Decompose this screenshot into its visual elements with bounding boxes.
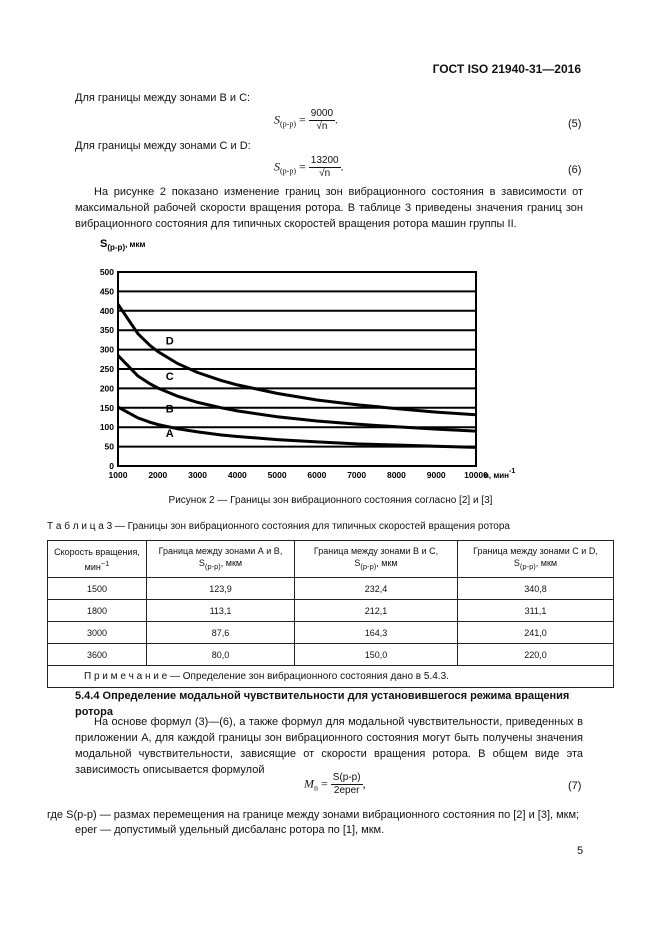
eq5-number: (5) <box>568 118 582 130</box>
eq7-tail: , <box>362 776 366 791</box>
table-caption-word: Т а б л и ц а <box>47 521 104 532</box>
y-tick-label: 300 <box>99 344 114 355</box>
x-tick-label: 2000 <box>148 470 168 480</box>
zone-label-A: A <box>165 428 174 441</box>
cell: 1500 <box>48 578 147 600</box>
cell: 232,4 <box>295 578 458 600</box>
eq7-number: (7) <box>568 780 582 792</box>
eq6-tail: . <box>340 159 344 174</box>
cell: 87,6 <box>147 622 295 644</box>
table-caption-text: 3 — Границы зон вибрационного состояния для типичных скоростей вращения ротора <box>106 521 510 532</box>
table-row <box>48 600 614 622</box>
y-tick-label: 50 <box>104 441 114 452</box>
header-bc: Граница между зонами В и С, $S_{(р-р)}$, мкм <box>295 541 458 578</box>
eq5-den: √n <box>316 121 328 132</box>
eq5-num: 9000 <box>310 108 334 119</box>
x-tick-label: 10000 <box>464 470 488 480</box>
y-tick-label: 150 <box>99 402 114 413</box>
y-axis-label-s: S <box>100 238 108 250</box>
eq5-lhs-sub: (р-р) <box>280 119 296 129</box>
eq7-den: 2eper <box>333 785 360 796</box>
table-caption <box>47 521 510 532</box>
where-line-1: где S(р-р) — размах перемещения на границе между зонами вибрационного состояния по [2] и [3], мкм; <box>47 809 580 821</box>
figure-caption: Рисунок 2 — Границы зон вибрационного состояния согласно [2] и [3] <box>168 495 493 506</box>
y-tick-label: 100 <box>99 422 114 433</box>
cell: 150,0 <box>295 644 458 666</box>
x-tick-label: 6000 <box>307 470 327 480</box>
cell: 220,0 <box>458 644 614 666</box>
y-axis-label <box>100 238 145 252</box>
x-tick-labels <box>109 470 489 480</box>
x-tick-label: 7000 <box>347 470 367 480</box>
cell: 80,0 <box>147 644 295 666</box>
section-heading: 5.4.4 Определение модальной чувствительности для установившегося режима вращения ротора <box>75 690 570 718</box>
cell: 3000 <box>48 622 147 644</box>
table-row <box>48 578 614 600</box>
y-tick-label: 400 <box>99 305 114 316</box>
curve-D <box>118 304 476 415</box>
cell: 164,3 <box>295 622 458 644</box>
x-tick-label: 3000 <box>188 470 208 480</box>
paragraph-figure-intro: На рисунке 2 показано изменение границ зон вибрационного состояния в зависимости от максимальной рабочей скорости вращения ротора. В таблице 3 приведены значения границ зон вибрационного состояния для типичных скоростей вращения ротора машин группы II. <box>75 186 583 230</box>
eq6-equals: = <box>299 159 306 174</box>
x-tick-label: 4000 <box>227 470 247 480</box>
zone-label-D: D <box>165 335 174 348</box>
where-line-2: eper — допустимый удельный дисбаланс ротора по [1], мкм. <box>75 824 385 836</box>
y-axis-label-unit: , мкм <box>125 240 146 249</box>
table-row <box>48 622 614 644</box>
table-note: П р и м е ч а н и е — Определение зон вибрационного состояния дано в 5.4.3. <box>48 666 614 688</box>
y-tick-labels <box>100 267 114 471</box>
eq6-lhs-sub: (р-р) <box>280 166 296 176</box>
equation-6 <box>274 155 344 180</box>
header-ab: Граница между зонами А и В, $S_{(р-р)}$, мкм <box>147 541 295 578</box>
header-cd: Граница между зонами С и D, $S_{(р-р)}$, мкм <box>458 541 614 578</box>
table-header-row <box>48 541 614 578</box>
standard-header: ГОСТ ISO 21940-31—2016 <box>432 62 581 76</box>
curve-C <box>118 355 476 431</box>
eq7-num: S(р-р) <box>332 772 361 783</box>
eq7-fraction <box>331 772 363 797</box>
x-axis-label-sup: -1 <box>509 468 516 475</box>
y-tick-label: 250 <box>99 364 114 374</box>
x-tick-label: 5000 <box>267 470 287 480</box>
table-note-row <box>48 666 614 688</box>
table-3 <box>47 540 614 688</box>
eq7-lhs-sub: n <box>314 783 318 793</box>
equation-7 <box>304 772 366 797</box>
cell: 1800 <box>48 600 147 622</box>
cell: 311,1 <box>458 600 614 622</box>
x-tick-label: 8000 <box>386 470 406 480</box>
header-speed: Скорость вращения, мин$^{-1}$ <box>48 541 147 578</box>
eq5-lhs: S <box>274 112 280 127</box>
eq6-number: (6) <box>568 164 582 176</box>
eq7-equals: = <box>321 776 328 791</box>
eq7-lhs: M <box>304 776 314 791</box>
y-tick-label: 500 <box>99 267 114 277</box>
eq6-fraction <box>309 155 341 180</box>
y-tick-label: 0 <box>109 461 114 471</box>
zone-label-C: C <box>165 370 174 383</box>
table-row <box>48 644 614 666</box>
x-axis-label-n: n, мин <box>484 471 509 480</box>
y-tick-label: 450 <box>99 286 114 297</box>
y-tick-label: 350 <box>99 325 114 336</box>
zone-label-B: B <box>165 403 174 416</box>
page-number: 5 <box>577 845 584 857</box>
cell: 340,8 <box>458 578 614 600</box>
eq6-lhs: S <box>274 159 280 174</box>
eq5-fraction <box>309 108 335 133</box>
x-axis-label <box>484 468 515 480</box>
eq6-num: 13200 <box>310 155 339 166</box>
eq5-equals: = <box>299 112 306 127</box>
cell: 212,1 <box>295 600 458 622</box>
y-tick-label: 200 <box>99 383 114 394</box>
eq6-den: √n <box>319 168 331 179</box>
zone-boundaries-chart <box>80 234 540 484</box>
y-axis-label-sub: (р-р) <box>107 243 126 252</box>
eq6-intro: Для границы между зонами С и D: <box>75 140 251 152</box>
eq5-intro: Для границы между зонами В и С: <box>75 92 251 104</box>
section-paragraph: На основе формул (3)—(6), а также формул для модальной чувствительности, приведенных в приложении А, для каждой границы зон вибрационного состояния могут быть получены значения модальной чувствительности, зависящие от скорости вращения ротора. В общем виде эта зависимость описывается формулой <box>75 716 583 776</box>
x-tick-label: 9000 <box>426 470 446 480</box>
cell: 123,9 <box>147 578 295 600</box>
cell: 113,1 <box>147 600 295 622</box>
cell: 241,0 <box>458 622 614 644</box>
equation-5 <box>274 108 338 133</box>
cell: 3600 <box>48 644 147 666</box>
eq5-tail: . <box>335 112 339 127</box>
x-tick-label: 1000 <box>108 470 128 480</box>
